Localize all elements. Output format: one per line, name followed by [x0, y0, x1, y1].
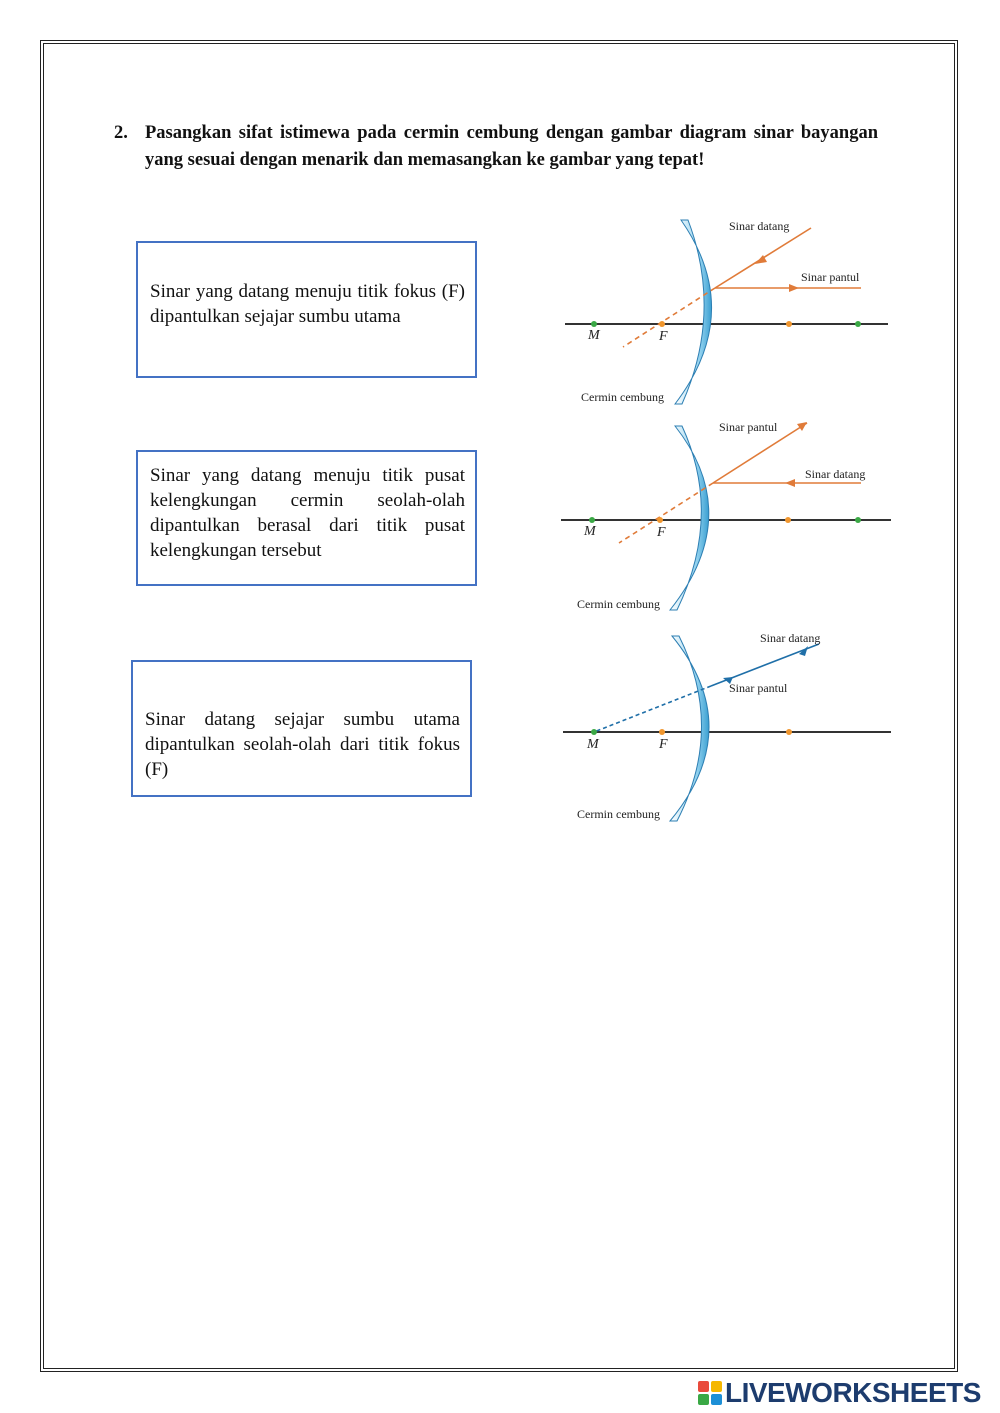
reflected-label: Sinar pantul: [729, 681, 788, 695]
point-m: [589, 517, 595, 523]
liveworksheets-logo-icon: [698, 1381, 722, 1405]
label-f: F: [659, 737, 668, 752]
ray-diagram-3[interactable]: [555, 628, 900, 828]
ray-diagram-2[interactable]: [555, 420, 900, 620]
point-m-virtual: [855, 517, 861, 523]
convex-mirror: [670, 636, 709, 821]
reflected-label: Sinar pantul: [719, 420, 778, 434]
mirror-label: Cermin cembung: [577, 807, 660, 821]
incident-label: Sinar datang: [729, 219, 790, 233]
convex-mirror: [670, 426, 709, 610]
incident-label: Sinar datang: [760, 631, 821, 645]
point-m: [591, 729, 597, 735]
incident-arrowhead: [785, 479, 795, 487]
point-f-virtual: [786, 729, 792, 735]
statement-box-2[interactable]: [136, 450, 477, 586]
reflected-arrowhead: [789, 284, 799, 292]
mirror-label: Cermin cembung: [581, 390, 664, 404]
label-f: F: [659, 329, 668, 344]
question-text: Pasangkan sifat istimewa pada cermin cembung dengan gambar diagram sinar bayangan yang sesuai dengan menarik dan memasangkan ke gambar yang tepat!: [145, 123, 878, 170]
ray-diagram-2-svg: [555, 420, 900, 620]
reflected-label: Sinar pantul: [801, 270, 860, 284]
question-number: 2.: [114, 123, 128, 143]
label-f: F: [657, 525, 666, 540]
point-f-virtual: [785, 517, 791, 523]
label-m: M: [587, 737, 599, 752]
statement-box-3[interactable]: [131, 660, 472, 797]
statement-text-3: Sinar datang sejajar sumbu utama dipantulkan seolah-olah dari titik fokus (F): [145, 709, 460, 780]
ray-diagram-1[interactable]: [555, 212, 900, 412]
mirror-label: Cermin cembung: [577, 597, 660, 611]
point-m-virtual: [855, 321, 861, 327]
point-f: [659, 729, 665, 735]
reflected-extension: [619, 483, 713, 543]
statement-text-2: Sinar yang datang menuju titik pusat kelengkungan cermin seolah-olah dipantulkan berasal dari titik pusat kelengkungan tersebut: [150, 465, 465, 561]
ray-diagram-3-svg: [555, 628, 900, 828]
point-m: [591, 321, 597, 327]
logo-text: LIVEWORKSHEETS: [725, 1377, 981, 1408]
convex-mirror: [675, 220, 712, 404]
liveworksheets-logo[interactable]: [698, 1376, 981, 1410]
reflected-arrowhead: [797, 422, 807, 431]
point-f-virtual: [786, 321, 792, 327]
ray-extension: [594, 686, 711, 732]
statement-text-1: Sinar yang datang menuju titik fokus (F) dipantulkan sejajar sumbu utama: [150, 281, 465, 327]
label-m: M: [588, 328, 600, 343]
ray-diagram-1-svg: [555, 212, 900, 412]
statement-box-1[interactable]: [136, 241, 477, 378]
label-m: M: [584, 524, 596, 539]
point-f: [657, 517, 663, 523]
incident-label: Sinar datang: [805, 467, 866, 481]
point-f: [659, 321, 665, 327]
